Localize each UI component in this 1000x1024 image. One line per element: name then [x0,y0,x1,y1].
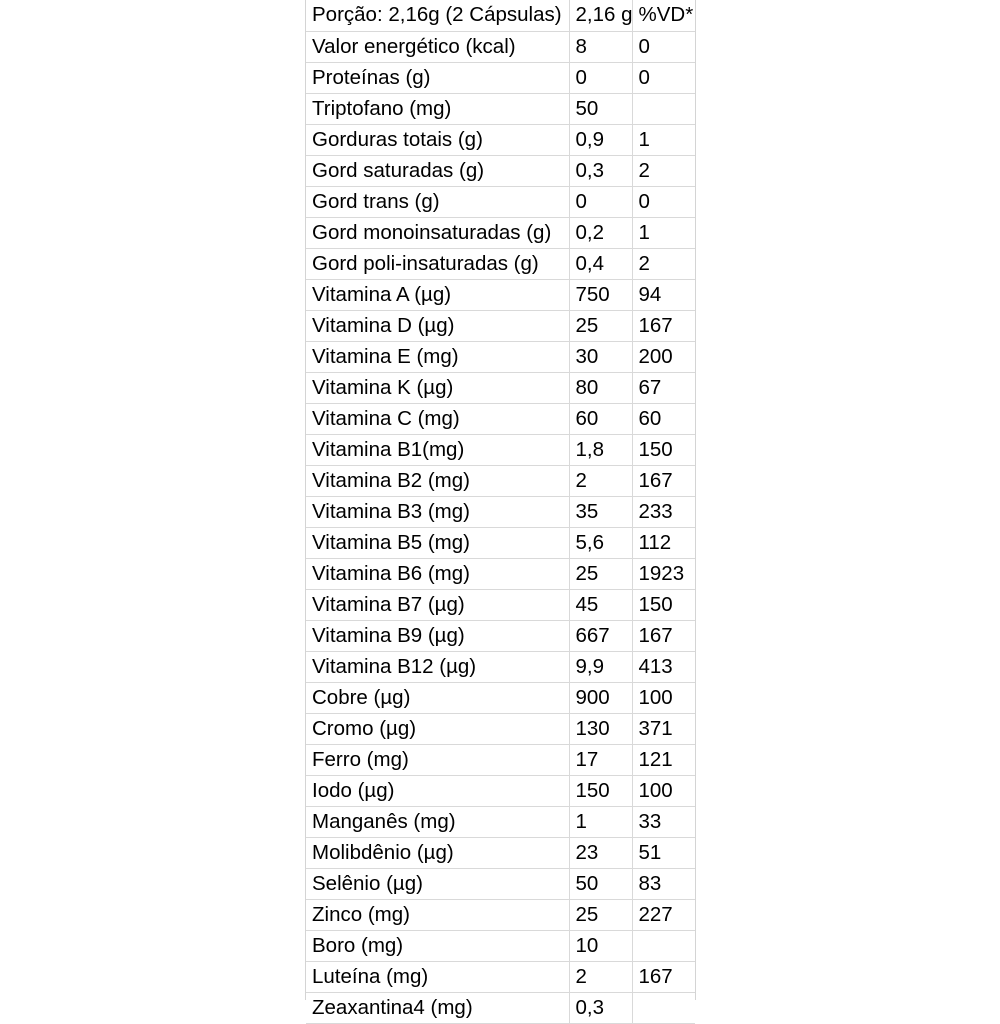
nutrient-name-cell[interactable]: Vitamina B12 (µg) [306,651,569,682]
table-row [306,62,695,93]
amount-cell[interactable]: 0 [569,186,632,217]
table-row [306,775,695,806]
amount-cell[interactable]: 10 [569,930,632,961]
nutrient-name-cell[interactable]: Vitamina B7 (µg) [306,589,569,620]
table-row [306,837,695,868]
daily-value-cell[interactable]: 100 [632,775,695,806]
table-row [306,93,695,124]
daily-value-cell[interactable]: 167 [632,465,695,496]
daily-value-cell[interactable]: 1 [632,124,695,155]
table-row [306,713,695,744]
daily-value-cell[interactable]: 200 [632,341,695,372]
nutrient-name-cell[interactable]: Ferro (mg) [306,744,569,775]
table-row [306,868,695,899]
nutrient-name-cell[interactable]: Vitamina B3 (mg) [306,496,569,527]
nutrient-name-cell[interactable]: Iodo (µg) [306,775,569,806]
daily-value-cell[interactable] [632,930,695,961]
table-row [306,279,695,310]
nutrient-name-cell[interactable]: Manganês (mg) [306,806,569,837]
amount-cell[interactable]: 0,3 [569,155,632,186]
amount-cell[interactable]: 900 [569,682,632,713]
daily-value-cell[interactable]: 83 [632,868,695,899]
nutrient-name-cell[interactable]: Molibdênio (µg) [306,837,569,868]
nutrient-name-cell[interactable]: Zeaxantina4 (mg) [306,992,569,1023]
nutrient-name-cell[interactable]: Vitamina A (µg) [306,279,569,310]
table-row [306,465,695,496]
nutrient-name-cell[interactable]: Vitamina B1(mg) [306,434,569,465]
nutrient-name-cell[interactable]: Vitamina B6 (mg) [306,558,569,589]
amount-cell[interactable]: 25 [569,310,632,341]
amount-cell[interactable]: 45 [569,589,632,620]
nutrient-name-cell[interactable]: Vitamina C (mg) [306,403,569,434]
table-row [306,961,695,992]
amount-cell[interactable]: 25 [569,558,632,589]
nutrient-name-cell[interactable]: Vitamina B2 (mg) [306,465,569,496]
nutrient-name-cell[interactable]: Cromo (µg) [306,713,569,744]
daily-value-cell[interactable]: 112 [632,527,695,558]
amount-cell[interactable]: 0,3 [569,992,632,1023]
nutrient-name-cell[interactable]: Vitamina B5 (mg) [306,527,569,558]
amount-cell[interactable]: 30 [569,341,632,372]
table-row [306,372,695,403]
table-row [306,31,695,62]
amount-cell[interactable]: 35 [569,496,632,527]
nutrient-name-cell[interactable]: Gord poli-insaturadas (g) [306,248,569,279]
table-row [306,248,695,279]
nutrient-name-cell[interactable]: Gord trans (g) [306,186,569,217]
amount-cell[interactable]: 25 [569,899,632,930]
daily-value-cell[interactable]: 2 [632,248,695,279]
daily-value-cell[interactable]: 121 [632,744,695,775]
daily-value-cell[interactable]: 33 [632,806,695,837]
nutrient-name-cell[interactable]: Cobre (µg) [306,682,569,713]
table-row [306,341,695,372]
table-row [306,682,695,713]
amount-cell[interactable]: 50 [569,93,632,124]
nutrient-name-cell[interactable]: Valor energético (kcal) [306,31,569,62]
daily-value-cell[interactable]: 150 [632,434,695,465]
amount-cell[interactable]: 0,9 [569,124,632,155]
amount-cell[interactable]: 9,9 [569,651,632,682]
table-row [306,310,695,341]
amount-cell[interactable]: 0 [569,62,632,93]
header-cell-daily-value[interactable]: %VD* [632,0,695,31]
nutrient-name-cell[interactable]: Vitamina D (µg) [306,310,569,341]
amount-cell[interactable]: 23 [569,837,632,868]
daily-value-cell[interactable]: 413 [632,651,695,682]
nutrient-name-cell[interactable]: Boro (mg) [306,930,569,961]
daily-value-cell[interactable]: 167 [632,310,695,341]
amount-cell[interactable]: 8 [569,31,632,62]
daily-value-cell[interactable]: 167 [632,961,695,992]
daily-value-cell[interactable]: 371 [632,713,695,744]
nutrient-name-cell[interactable]: Vitamina B9 (µg) [306,620,569,651]
table-row [306,434,695,465]
table-row [306,527,695,558]
table-row [306,899,695,930]
amount-cell[interactable]: 17 [569,744,632,775]
amount-cell[interactable]: 50 [569,868,632,899]
amount-cell[interactable]: 5,6 [569,527,632,558]
amount-cell[interactable]: 2 [569,465,632,496]
daily-value-cell[interactable]: 1 [632,217,695,248]
table-row [306,620,695,651]
daily-value-cell[interactable]: 150 [632,589,695,620]
daily-value-cell[interactable]: 1923 [632,558,695,589]
table-row [306,403,695,434]
header-cell-amount[interactable]: 2,16 g [569,0,632,31]
table-row [306,496,695,527]
table-row [306,651,695,682]
daily-value-cell[interactable]: 0 [632,62,695,93]
table-row [306,744,695,775]
daily-value-cell[interactable] [632,992,695,1023]
nutrient-name-cell[interactable]: Selênio (µg) [306,868,569,899]
nutrient-name-cell[interactable]: Vitamina K (µg) [306,372,569,403]
amount-cell[interactable]: 0,2 [569,217,632,248]
amount-cell[interactable]: 2 [569,961,632,992]
daily-value-cell[interactable]: 51 [632,837,695,868]
nutrient-name-cell[interactable]: Zinco (mg) [306,899,569,930]
nutrition-table-sheet [305,0,696,1019]
amount-cell[interactable]: 80 [569,372,632,403]
table-row [306,930,695,961]
nutrition-table [306,0,695,1024]
daily-value-cell[interactable]: 0 [632,186,695,217]
table-row [306,589,695,620]
nutrient-name-cell[interactable]: Gord saturadas (g) [306,155,569,186]
daily-value-cell[interactable]: 100 [632,682,695,713]
daily-value-cell[interactable]: 94 [632,279,695,310]
nutrient-name-cell[interactable]: Triptofano (mg) [306,93,569,124]
amount-cell[interactable]: 667 [569,620,632,651]
table-row [306,217,695,248]
table-row [306,992,695,1023]
nutrient-name-cell[interactable]: Vitamina E (mg) [306,341,569,372]
amount-cell[interactable]: 750 [569,279,632,310]
table-row [306,806,695,837]
daily-value-cell[interactable]: 60 [632,403,695,434]
daily-value-cell[interactable]: 167 [632,620,695,651]
daily-value-cell[interactable] [632,93,695,124]
daily-value-cell[interactable]: 233 [632,496,695,527]
amount-cell[interactable]: 60 [569,403,632,434]
header-cell-portion[interactable]: Porção: 2,16g (2 Cápsulas) [306,0,569,31]
amount-cell[interactable]: 150 [569,775,632,806]
nutrient-name-cell[interactable]: Gord monoinsaturadas (g) [306,217,569,248]
table-row [306,558,695,589]
daily-value-cell[interactable]: 67 [632,372,695,403]
nutrient-name-cell[interactable]: Gorduras totais (g) [306,124,569,155]
nutrient-name-cell[interactable]: Luteína (mg) [306,961,569,992]
amount-cell[interactable]: 1 [569,806,632,837]
amount-cell[interactable]: 130 [569,713,632,744]
table-header-row [306,0,695,31]
nutrient-name-cell[interactable]: Proteínas (g) [306,62,569,93]
daily-value-cell[interactable]: 0 [632,31,695,62]
amount-cell[interactable]: 0,4 [569,248,632,279]
table-row [306,155,695,186]
daily-value-cell[interactable]: 2 [632,155,695,186]
table-row [306,186,695,217]
table-row [306,124,695,155]
daily-value-cell[interactable]: 227 [632,899,695,930]
amount-cell[interactable]: 1,8 [569,434,632,465]
